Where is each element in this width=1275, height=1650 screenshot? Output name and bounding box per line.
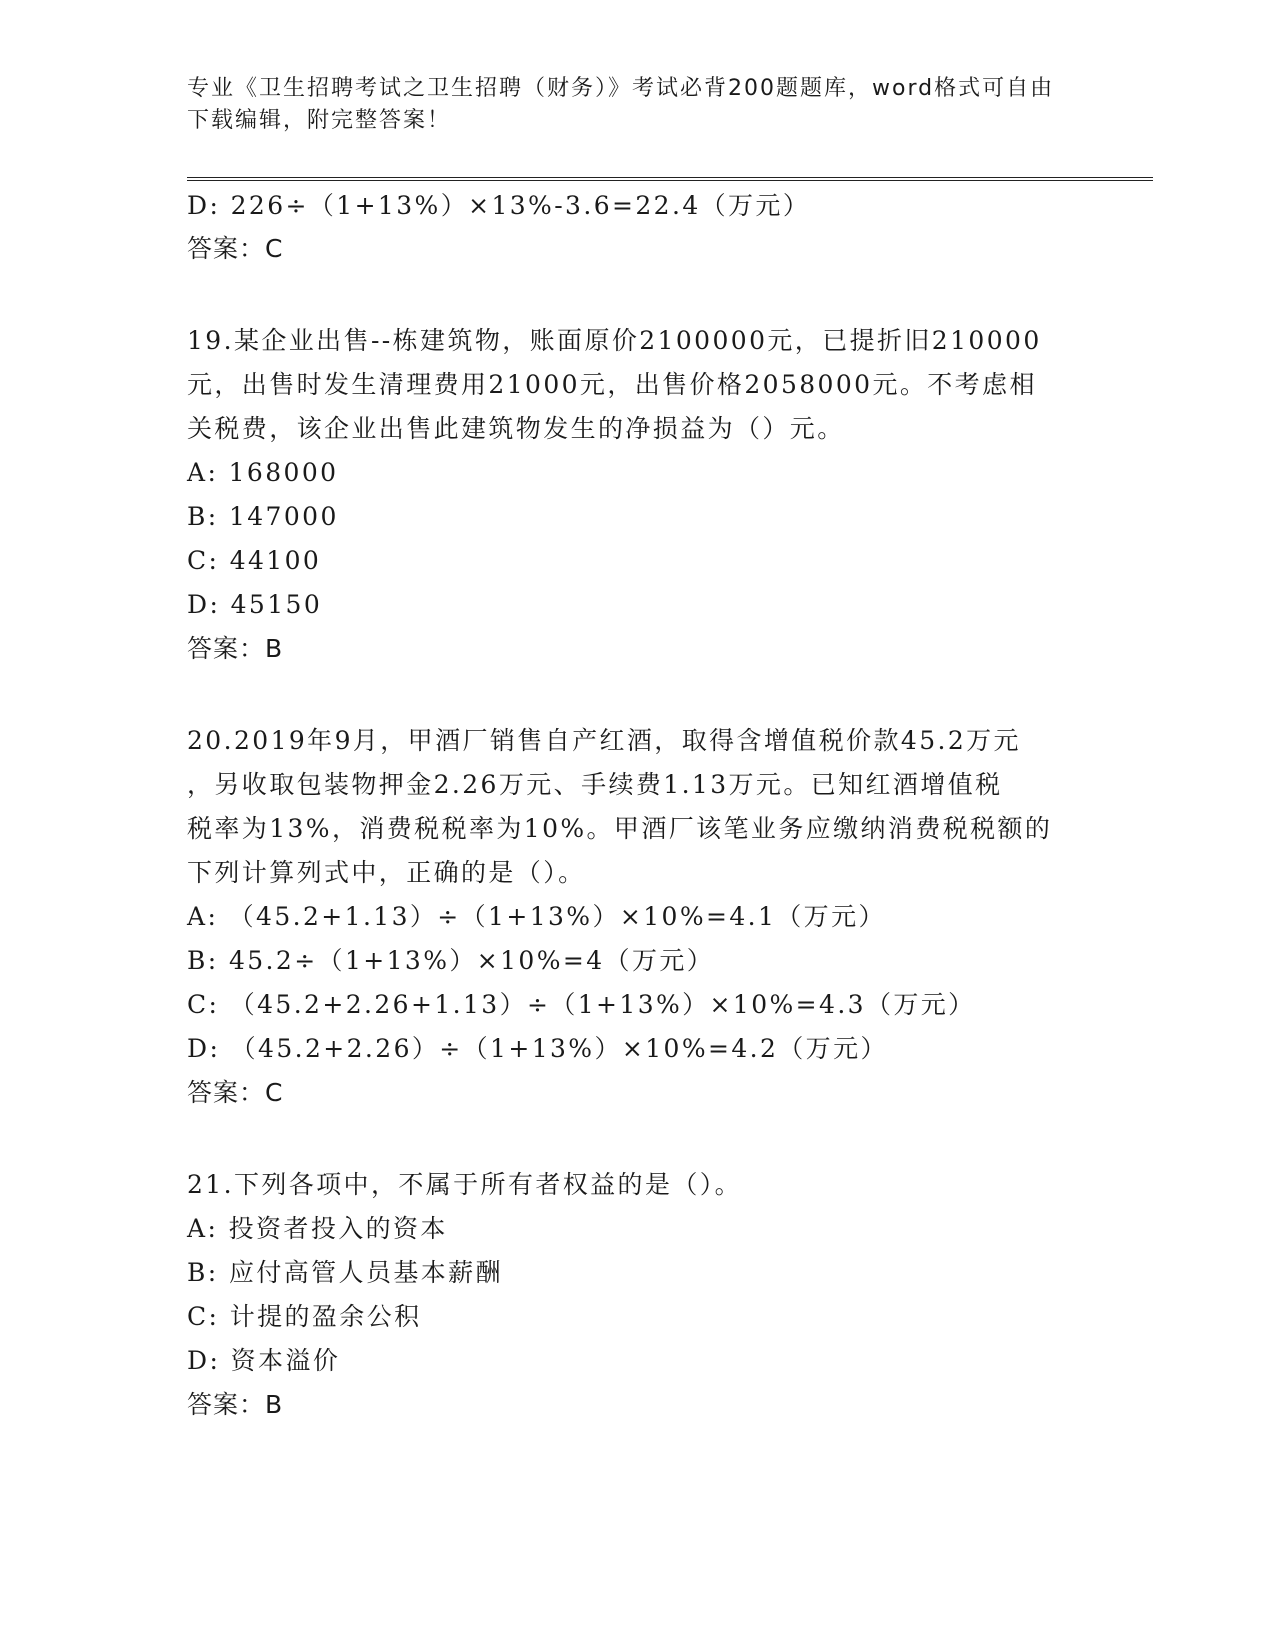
document-header: 专业《卫生招聘考试之卫生招聘（财务）》考试必背200题题库，word格式可自由下载编辑，附完整答案！	[187, 76, 1055, 133]
q19-stem-line-1: 19.某企业出售--栋建筑物，账面原价2100000元，已提折旧210000	[187, 326, 1042, 355]
q20-stem-line-3: 税率为13%，消费税税率为10%。甲酒厂该笔业务应缴纳消费税税额的	[187, 814, 1053, 843]
q21-option-d: D: 资本溢价	[187, 1346, 341, 1375]
q19-option-a: A: 168000	[187, 458, 339, 487]
q18-option-d: D: 226÷（1+13%）×13%-3.6=22.4（万元）	[187, 191, 811, 220]
q19-stem-line-2: 元，出售时发生清理费用21000元，出售价格2058000元。不考虑相	[187, 370, 1037, 399]
q20-stem-line-2: ，另收取包装物押金2.26万元、手续费1.13万元。已知红酒增值税	[187, 770, 1003, 799]
q20-answer: 答案：C	[187, 1078, 284, 1107]
q19-answer: 答案：B	[187, 634, 284, 663]
header-divider	[187, 177, 1153, 181]
q19-stem-line-3: 关税费，该企业出售此建筑物发生的净损益为（）元。	[187, 414, 845, 443]
q21-stem-line-1: 21.下列各项中，不属于所有者权益的是（）。	[187, 1170, 743, 1199]
q20-option-b: B: 45.2÷（1+13%）×10%=4（万元）	[187, 946, 715, 975]
q19-option-c: C: 44100	[187, 546, 322, 575]
q21-option-b: B: 应付高管人员基本薪酬	[187, 1258, 503, 1287]
q19-option-d: D: 45150	[187, 590, 323, 619]
q20-option-a: A: （45.2+1.13）÷（1+13%）×10%=4.1（万元）	[187, 902, 886, 931]
q21-option-c: C: 计提的盈余公积	[187, 1302, 422, 1331]
q18-answer: 答案：C	[187, 234, 284, 263]
q20-stem-line-4: 下列计算列式中，正确的是（）。	[187, 858, 586, 887]
q21-answer: 答案：B	[187, 1390, 284, 1419]
q19-option-b: B: 147000	[187, 502, 339, 531]
q21-option-a: A: 投资者投入的资本	[187, 1214, 448, 1243]
q20-option-c: C: （45.2+2.26+1.13）÷（1+13%）×10%=4.3（万元）	[187, 990, 976, 1019]
q20-option-d: D: （45.2+2.26）÷（1+13%）×10%=4.2（万元）	[187, 1034, 888, 1063]
q20-stem-line-1: 20.2019年9月，甲酒厂销售自产红酒，取得含增值税价款45.2万元	[187, 726, 1021, 755]
